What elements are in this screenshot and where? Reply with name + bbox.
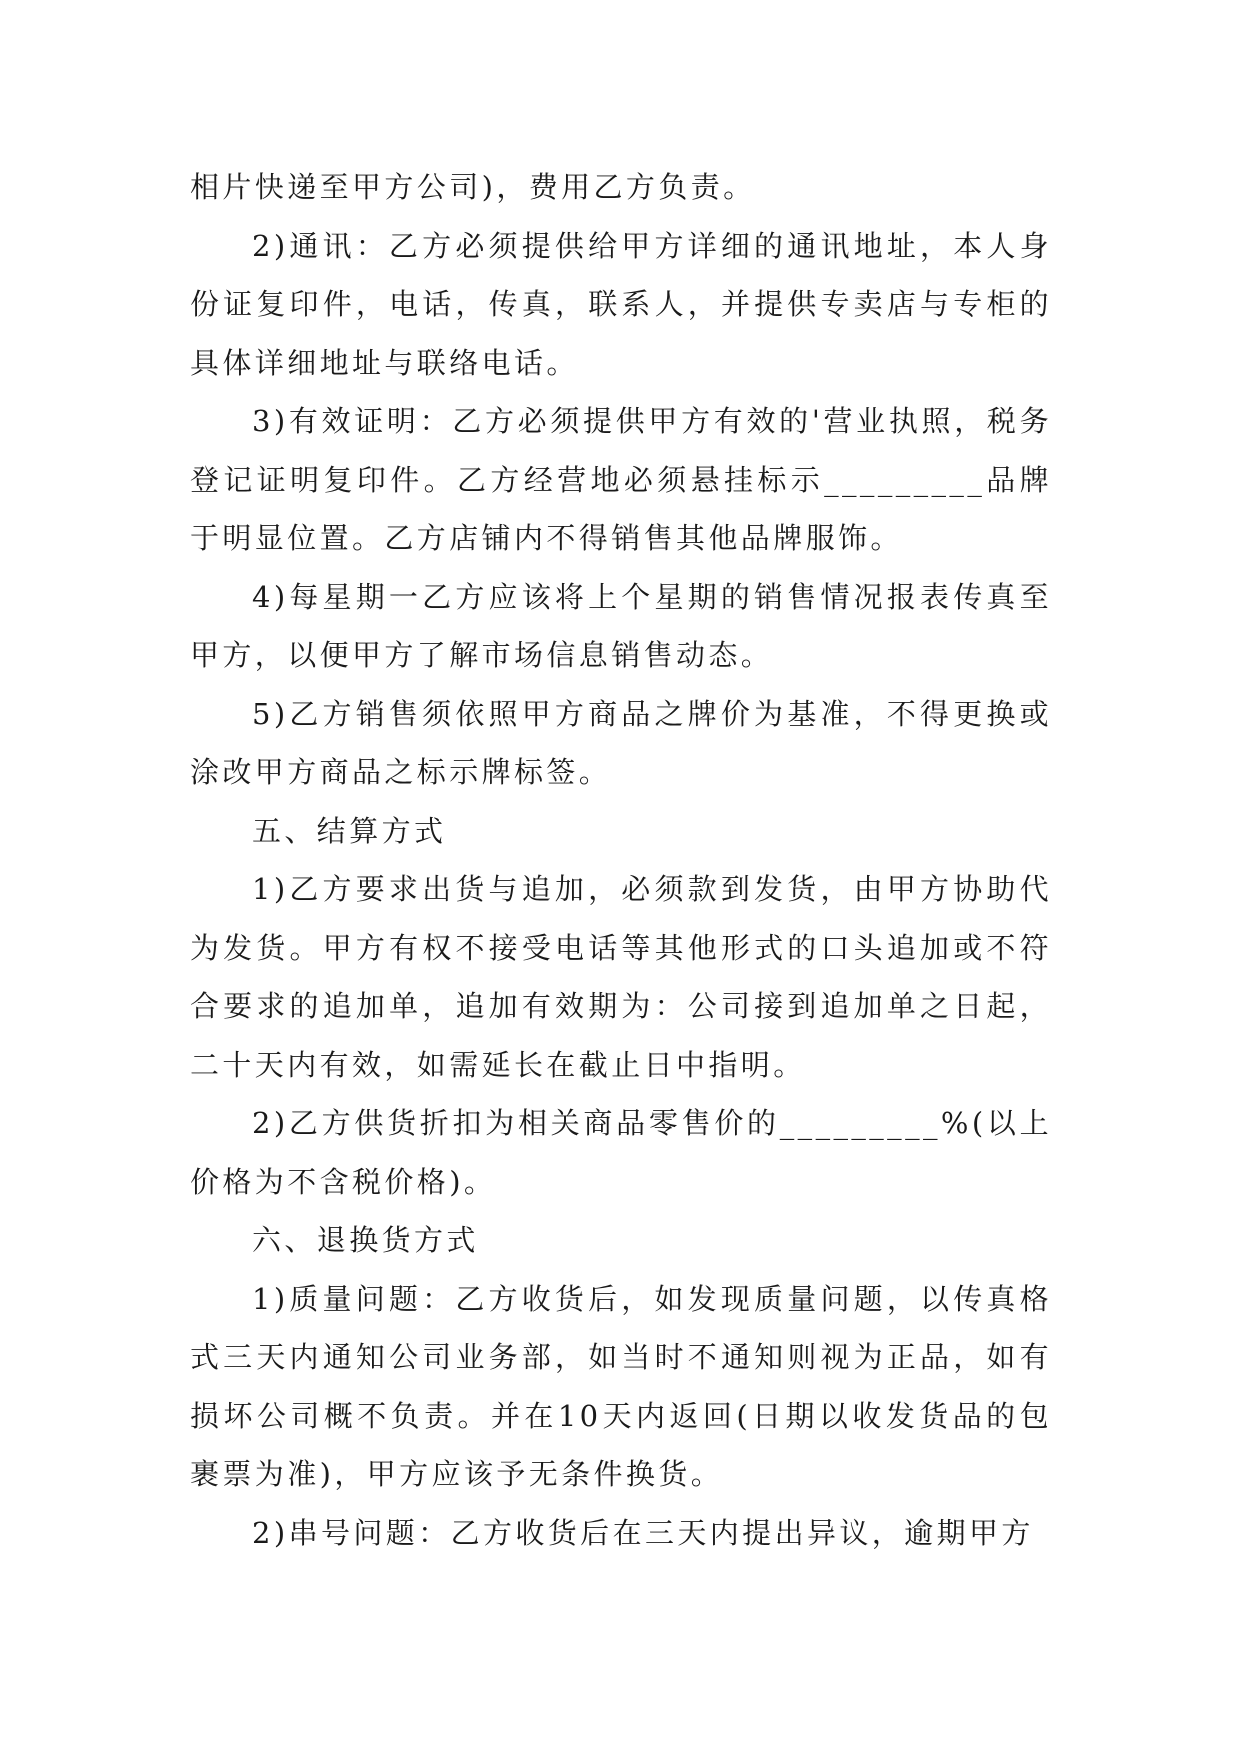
paragraph-item-serial: 2)串号问题：乙方收货后在三天内提出异议，逾期甲方 — [252, 1515, 1034, 1550]
paragraph-item-shipment: 1)乙方要求出货与追加，必须款到发货，由甲方协助代为发货。甲方有权不接受电话等其他形式的口头追加或不符合要求的追加单，追加有效期为：公司接到追加单之日起，二十天内有效，如需延长在截止日中指明。 — [190, 872, 1052, 1082]
paragraph-item-discount: 2)乙方供货折扣为相关商品零售价的_________%(以上价格为不含税价格)。 — [190, 1106, 1052, 1199]
section-heading-settlement: 五、结算方式 — [252, 813, 447, 848]
section-heading-returns: 六、退换货方式 — [252, 1223, 479, 1257]
paragraph-item-valid-proof: 3)有效证明：乙方必须提供甲方有效的'营业执照，税务登记证明复印件。乙方经营地必须悬挂标示_________品牌于明显位置。乙方店铺内不得销售其他品牌服饰。 — [190, 404, 1052, 555]
document-body — [190, 158, 1052, 1562]
paragraph-continuation: 相片快递至甲方公司)，费用乙方负责。 — [190, 170, 756, 204]
paragraph-item-quality: 1)质量问题：乙方收货后，如发现质量问题，以传真格式三天内通知公司业务部，如当时不通知则视为正品，如有损坏公司概不负责。并在10天内返回(日期以收发货品的包裹票为准)，甲方应该予无条件换货。 — [190, 1281, 1052, 1491]
paragraph-item-communication: 2)通讯：乙方必须提供给甲方详细的通讯地址，本人身份证复印件，电话，传真，联系人，并提供专卖店与专柜的具体详细地址与联络电话。 — [190, 228, 1052, 380]
paragraph-item-weekly-report: 4)每星期一乙方应该将上个星期的销售情况报表传真至甲方，以便甲方了解市场信息销售动态。 — [190, 579, 1052, 672]
paragraph-item-pricing: 5)乙方销售须依照甲方商品之牌价为基准，不得更换或涂改甲方商品之标示牌标签。 — [190, 696, 1052, 789]
